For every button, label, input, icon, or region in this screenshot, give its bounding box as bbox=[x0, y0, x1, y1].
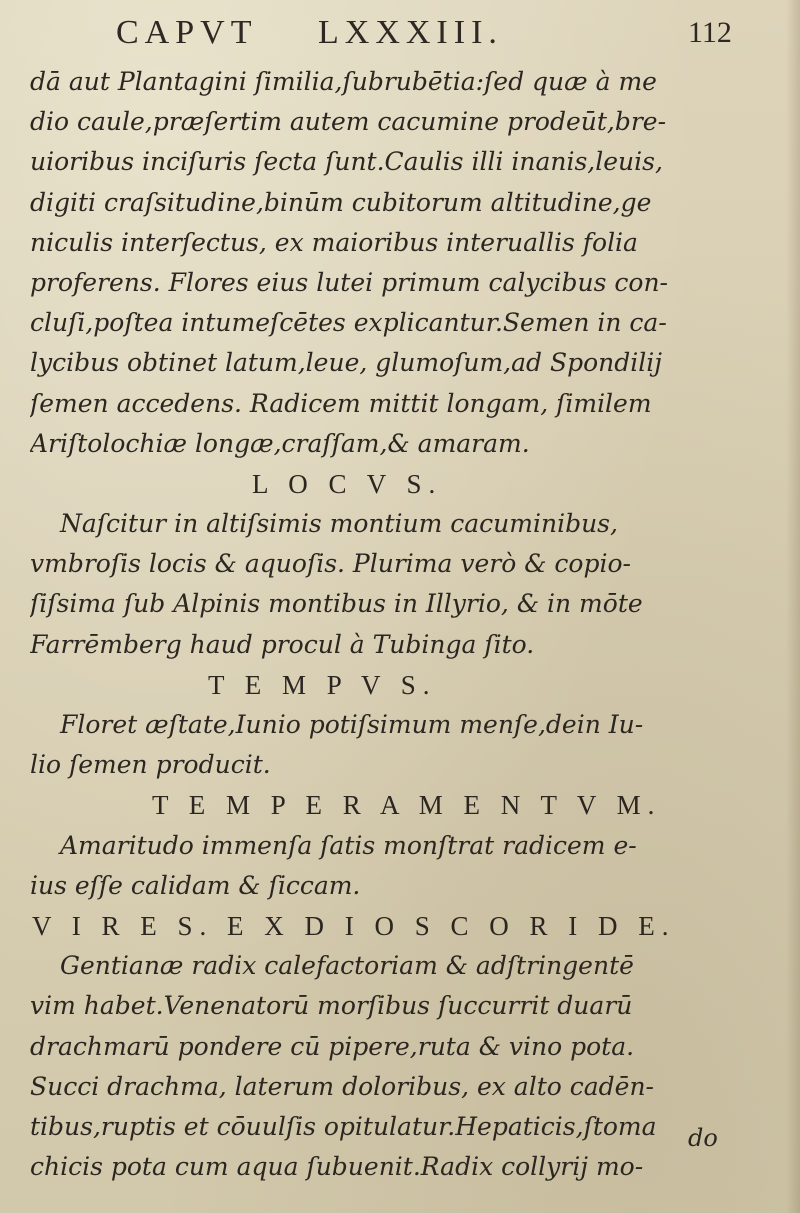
body-text bbox=[30, 62, 770, 1187]
text-line: ſiſsima ſub Alpinis montibus in Illyrio, & in mōte bbox=[30, 589, 643, 619]
section-heading-vires: V I R E S. E X D I O S C O R I D E. bbox=[32, 910, 676, 941]
text-line: lycibus obtinet latum,leue, glumoſum,ad Spondilij bbox=[30, 348, 663, 378]
text-line: Amaritudo immenſa ſatis monſtrat radicem e- bbox=[60, 830, 637, 860]
text-line: Floret æſtate,Iunio potiſsimum menſe,dein Iu- bbox=[60, 710, 644, 739]
text-line: proferens. Flores eius lutei primum calycibus con- bbox=[30, 267, 669, 297]
text-line: dio caule,præſertim autem cacumine prodeūt,bre- bbox=[30, 107, 667, 137]
text-line: Naſcitur in altiſsimis montium cacuminibus, bbox=[60, 509, 618, 539]
section-heading-locus: L O C V S. bbox=[252, 468, 443, 499]
text-line: Ariſtolochiæ longæ,craſſam,& amaram. bbox=[30, 428, 530, 458]
text-line: drachmarū pondere cū pipere,ruta & vino pota. bbox=[30, 1031, 635, 1061]
section-heading-tempus: T E M P V S. bbox=[208, 669, 437, 700]
chapter-title: CAPVT bbox=[116, 14, 258, 51]
text-line: niculis interſectus, ex maioribus interuallis folia bbox=[30, 227, 638, 257]
text-line: Farrēmberg haud procul à Tubinga ſito. bbox=[30, 629, 535, 659]
text-line: ius eſſe calidam & ſiccam. bbox=[30, 870, 361, 900]
text-line: cluſi,poſtea intumeſcētes explicantur.Semen in ca- bbox=[30, 308, 667, 338]
text-line: tibus,ruptis et cōuulſis opitulatur.Hepaticis,ſtoma bbox=[30, 1111, 657, 1141]
page-number: 112 bbox=[688, 16, 732, 49]
catchword: do bbox=[688, 1124, 718, 1152]
chapter-number: LXXXIII. bbox=[318, 14, 503, 51]
text-line: uioribus inciſuris ſecta ſunt.Caulis illi inanis,leuis, bbox=[30, 147, 663, 177]
section-heading-temperamentum: T E M P E R A M E N T V M. bbox=[152, 790, 662, 821]
text-line: chicis pota cum aqua ſubuenit.Radix collyrij mo- bbox=[30, 1152, 644, 1182]
text-line: Gentianæ radix calefactoriam & adſtringentē bbox=[60, 951, 634, 981]
page-edge-shadow bbox=[786, 0, 800, 1213]
text-line: vmbroſis locis & aquoſis. Plurima verò & copio- bbox=[30, 549, 631, 579]
text-line: dā aut Plantagini ſimilia,ſubrubētia:ſed quæ à me bbox=[30, 67, 657, 96]
text-line: digiti craſsitudine,binūm cubitorum altitudine,ge bbox=[30, 187, 652, 217]
text-line: Succi drachma, laterum doloribus, ex alto cadēn- bbox=[30, 1071, 654, 1101]
text-line: lio ſemen producit. bbox=[30, 750, 271, 780]
text-line: vim habet.Venenatorū morſibus ſuccurrit duarū bbox=[30, 991, 633, 1021]
running-header bbox=[0, 8, 800, 60]
text-line: ſemen accedens. Radicem mittit longam, ſimilem bbox=[30, 388, 652, 418]
